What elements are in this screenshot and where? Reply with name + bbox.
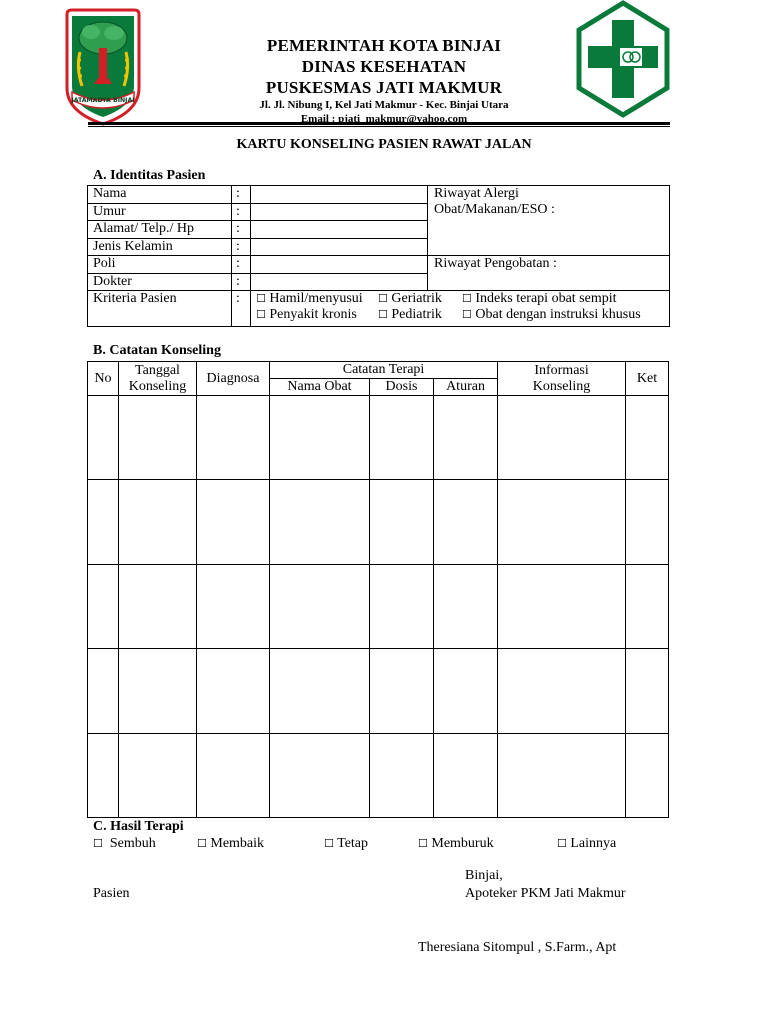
col-informasi: Informasi Konseling xyxy=(498,362,626,396)
counseling-cell[interactable] xyxy=(434,649,498,733)
counseling-cell[interactable] xyxy=(370,649,434,733)
counseling-cell[interactable] xyxy=(197,564,270,648)
field-label: Nama xyxy=(88,186,232,204)
result-option-membaik[interactable]: ☐ Membaik xyxy=(197,836,265,851)
counseling-cell[interactable] xyxy=(370,396,434,480)
counseling-cell[interactable] xyxy=(434,396,498,480)
counseling-cell[interactable] xyxy=(498,396,626,480)
result-option-memburuk[interactable]: ☐ Memburuk xyxy=(418,836,494,851)
field-label: Poli xyxy=(88,256,232,274)
counseling-cell[interactable] xyxy=(88,649,119,733)
counseling-cell[interactable] xyxy=(434,733,498,817)
signature-apoteker-name: Theresiana Sitompul , S.Farm., Apt xyxy=(418,940,617,955)
counseling-cell[interactable] xyxy=(434,564,498,648)
field-value[interactable] xyxy=(251,273,428,291)
checkbox-icon[interactable]: ☐ xyxy=(256,292,266,305)
checkbox-icon[interactable]: ☐ xyxy=(378,308,388,321)
colon: : xyxy=(232,238,251,256)
counseling-cell[interactable] xyxy=(498,733,626,817)
counseling-cell[interactable] xyxy=(88,564,119,648)
counseling-row xyxy=(88,649,669,733)
result-option-tetap[interactable]: ☐ Tetap xyxy=(324,836,369,851)
treatment-history-cell[interactable] xyxy=(428,256,670,291)
col-ket: Ket xyxy=(626,362,669,396)
checkbox-icon[interactable]: ☐ xyxy=(462,308,472,321)
checkbox-icon[interactable]: ☐ xyxy=(256,308,266,321)
counseling-cell[interactable] xyxy=(626,480,669,564)
checkbox-icon[interactable]: ☐ xyxy=(378,292,388,305)
criteria-option[interactable]: ☐ Pediatrik xyxy=(378,307,442,322)
checkbox-icon[interactable]: ☐ xyxy=(557,837,567,850)
col-catatan-terapi: Catatan Terapi xyxy=(270,362,498,379)
counseling-row xyxy=(88,733,669,817)
patient-criteria xyxy=(251,291,670,327)
colon: : xyxy=(232,273,251,291)
criteria-option[interactable]: ☐ Geriatrik xyxy=(378,291,442,306)
header-rule xyxy=(88,122,670,125)
counseling-cell[interactable] xyxy=(119,564,197,648)
counseling-cell[interactable] xyxy=(270,396,370,480)
field-value[interactable] xyxy=(251,203,428,221)
counseling-cell[interactable] xyxy=(197,733,270,817)
agency-name: DINAS KESEHATAN xyxy=(301,57,467,76)
col-nama-obat: Nama Obat xyxy=(270,379,370,396)
field-label: Dokter xyxy=(88,273,232,291)
allergy-label: Riwayat Alergi xyxy=(434,186,519,201)
treatment-history-label: Riwayat Pengobatan : xyxy=(434,256,557,271)
field-value[interactable] xyxy=(251,238,428,256)
counseling-cell[interactable] xyxy=(197,396,270,480)
counseling-cell[interactable] xyxy=(270,564,370,648)
checkbox-icon[interactable]: ☐ xyxy=(418,837,428,850)
checkbox-icon[interactable]: ☐ xyxy=(324,837,334,850)
counseling-cell[interactable] xyxy=(119,733,197,817)
puskesmas-name: PUSKESMAS JATI MAKMUR xyxy=(265,78,503,97)
col-aturan: Aturan xyxy=(434,379,498,396)
counseling-cell[interactable] xyxy=(498,649,626,733)
counseling-cell[interactable] xyxy=(88,480,119,564)
col-tanggal: Tanggal Konseling xyxy=(119,362,197,396)
colon: : xyxy=(232,221,251,239)
counseling-cell[interactable] xyxy=(370,480,434,564)
counseling-cell[interactable] xyxy=(434,480,498,564)
field-label: Alamat/ Telp./ Hp xyxy=(88,221,232,239)
counseling-cell[interactable] xyxy=(197,480,270,564)
binjai-city-emblem xyxy=(64,8,142,126)
result-option-lainnya[interactable]: ☐ Lainnya xyxy=(557,836,617,851)
counseling-row xyxy=(88,480,669,564)
colon: : xyxy=(232,291,251,327)
counseling-cell[interactable] xyxy=(119,480,197,564)
signature-city: Binjai, xyxy=(465,868,503,883)
document-title: KARTU KONSELING PASIEN RAWAT JALAN xyxy=(236,137,532,152)
counseling-cell[interactable] xyxy=(498,480,626,564)
counseling-cell[interactable] xyxy=(119,396,197,480)
counseling-cell[interactable] xyxy=(270,733,370,817)
col-no: No xyxy=(88,362,119,396)
counseling-cell[interactable] xyxy=(498,564,626,648)
colon: : xyxy=(232,186,251,204)
counseling-cell[interactable] xyxy=(88,733,119,817)
allergy-history-cell[interactable] xyxy=(428,186,670,256)
section-a-title: A. Identitas Pasien xyxy=(93,168,206,183)
counseling-cell[interactable] xyxy=(370,733,434,817)
counseling-cell[interactable] xyxy=(270,649,370,733)
field-value[interactable] xyxy=(251,186,428,204)
checkbox-icon[interactable]: ☐ xyxy=(197,837,207,850)
criteria-option[interactable]: ☐ Hamil/menyusui xyxy=(256,291,363,306)
counseling-cell[interactable] xyxy=(119,649,197,733)
col-diagnosa: Diagnosa xyxy=(197,362,270,396)
svg-text:JATAMADYA BINJAI: JATAMADYA BINJAI xyxy=(71,97,135,104)
header-rule-thin xyxy=(88,126,670,127)
address: Jl. Jl. Nibung I, Kel Jati Makmur - Kec. Binjai Utara xyxy=(259,99,509,111)
allergy-label-2: Obat/Makanan/ESO : xyxy=(434,202,555,217)
counseling-cell[interactable] xyxy=(626,396,669,480)
field-label: Umur xyxy=(88,203,232,221)
signature-apoteker-title: Apoteker PKM Jati Makmur xyxy=(465,886,626,901)
counseling-cell[interactable] xyxy=(626,733,669,817)
counseling-cell[interactable] xyxy=(88,396,119,480)
counseling-cell[interactable] xyxy=(270,480,370,564)
field-value[interactable] xyxy=(251,256,428,274)
criteria-option[interactable]: ☐ Obat dengan instruksi khusus xyxy=(462,307,641,322)
counseling-row xyxy=(88,396,669,480)
signature-pasien: Pasien xyxy=(93,886,130,901)
counseling-row xyxy=(88,564,669,648)
counseling-table xyxy=(87,361,669,818)
field-value[interactable] xyxy=(251,221,428,239)
checkbox-icon[interactable]: ☐ xyxy=(93,837,103,850)
criteria-option[interactable]: ☐ Indeks terapi obat sempit xyxy=(462,291,617,306)
field-label: Jenis Kelamin xyxy=(88,238,232,256)
col-dosis: Dosis xyxy=(370,379,434,396)
section-b-title: B. Catatan Konseling xyxy=(93,343,221,358)
counseling-cell[interactable] xyxy=(197,649,270,733)
result-option-sembuh[interactable]: ☐ Sembuh xyxy=(93,836,156,851)
email: Email : pjati_makmur@yahoo.com xyxy=(300,113,468,125)
patient-identity-table xyxy=(87,185,670,327)
criteria-label: Kriteria Pasien xyxy=(88,291,232,327)
section-c-title: C. Hasil Terapi xyxy=(93,819,184,834)
colon: : xyxy=(232,256,251,274)
counseling-cell[interactable] xyxy=(626,564,669,648)
letterhead xyxy=(150,35,618,126)
colon: : xyxy=(232,203,251,221)
criteria-option[interactable]: ☐ Penyakit kronis xyxy=(256,307,357,322)
gov-name: PEMERINTAH KOTA BINJAI xyxy=(266,36,502,55)
counseling-cell[interactable] xyxy=(370,564,434,648)
checkbox-icon[interactable]: ☐ xyxy=(462,292,472,305)
counseling-cell[interactable] xyxy=(626,649,669,733)
